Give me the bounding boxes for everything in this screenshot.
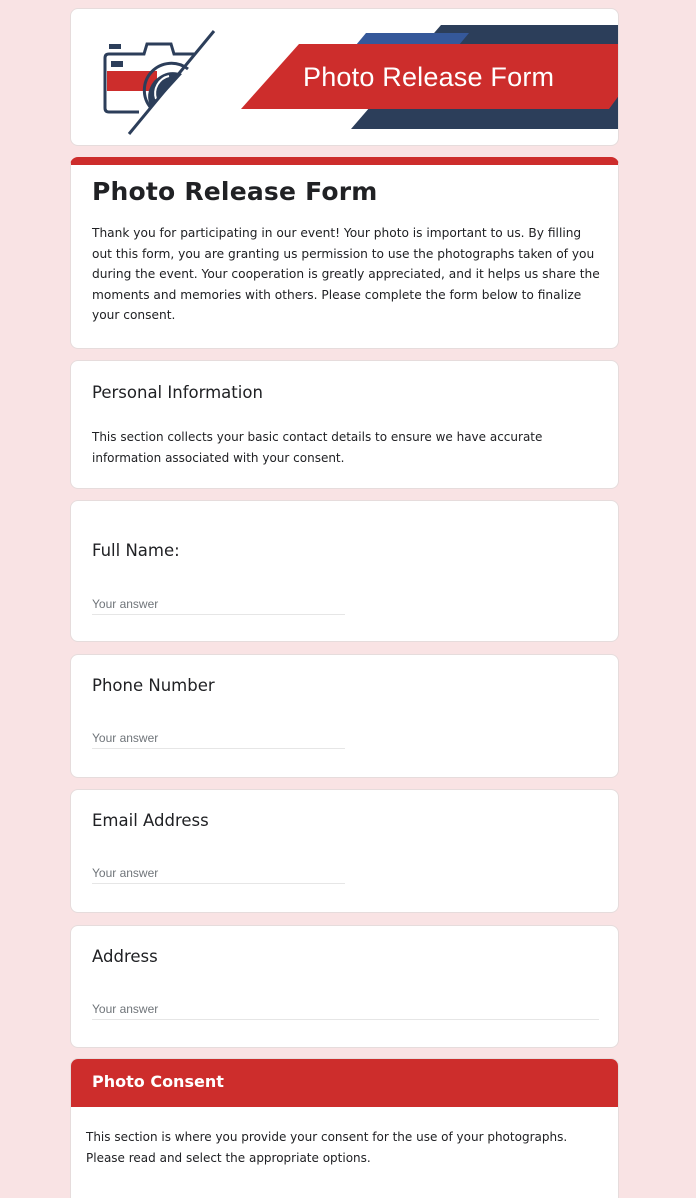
question-label: Email Address <box>92 811 209 830</box>
banner-title: Photo Release Form <box>303 62 555 92</box>
question-label: Full Name: <box>92 541 180 560</box>
camera-icon <box>99 24 229 139</box>
question-phone-number <box>70 654 619 778</box>
section-title: Personal Information <box>92 383 263 402</box>
section-photo-consent <box>70 1058 619 1198</box>
question-label: Phone Number <box>92 676 215 695</box>
question-label: Address <box>92 947 158 966</box>
section-header <box>71 1059 618 1107</box>
full-name-input[interactable] <box>92 593 345 615</box>
phone-number-input[interactable] <box>92 727 345 749</box>
address-input[interactable] <box>92 998 599 1020</box>
section-description: This section collects your basic contact details to ensure we have accurate information associated with your consent. <box>92 430 543 465</box>
form-title: Photo Release Form <box>92 177 378 206</box>
form-description: Thank you for participating in our event! Your photo is important to us. By filling out this form, you are granting us permission to use the photographs taken of you during the event. Your cooperation is greatly appreciated, and it helps us share the moments and memories with others. Please complete the form below to finalize your consent. <box>92 226 600 322</box>
section-title: Photo Consent <box>92 1072 224 1091</box>
form-title-card <box>70 157 619 349</box>
question-email-address <box>70 789 619 913</box>
email-address-input[interactable] <box>92 862 345 884</box>
question-address <box>70 925 619 1048</box>
section-personal-information <box>70 360 619 489</box>
header-banner <box>70 8 619 146</box>
question-full-name <box>70 500 619 642</box>
section-description: This section is where you provide your consent for the use of your photographs. Please read and select the appropriate options. <box>86 1130 568 1165</box>
